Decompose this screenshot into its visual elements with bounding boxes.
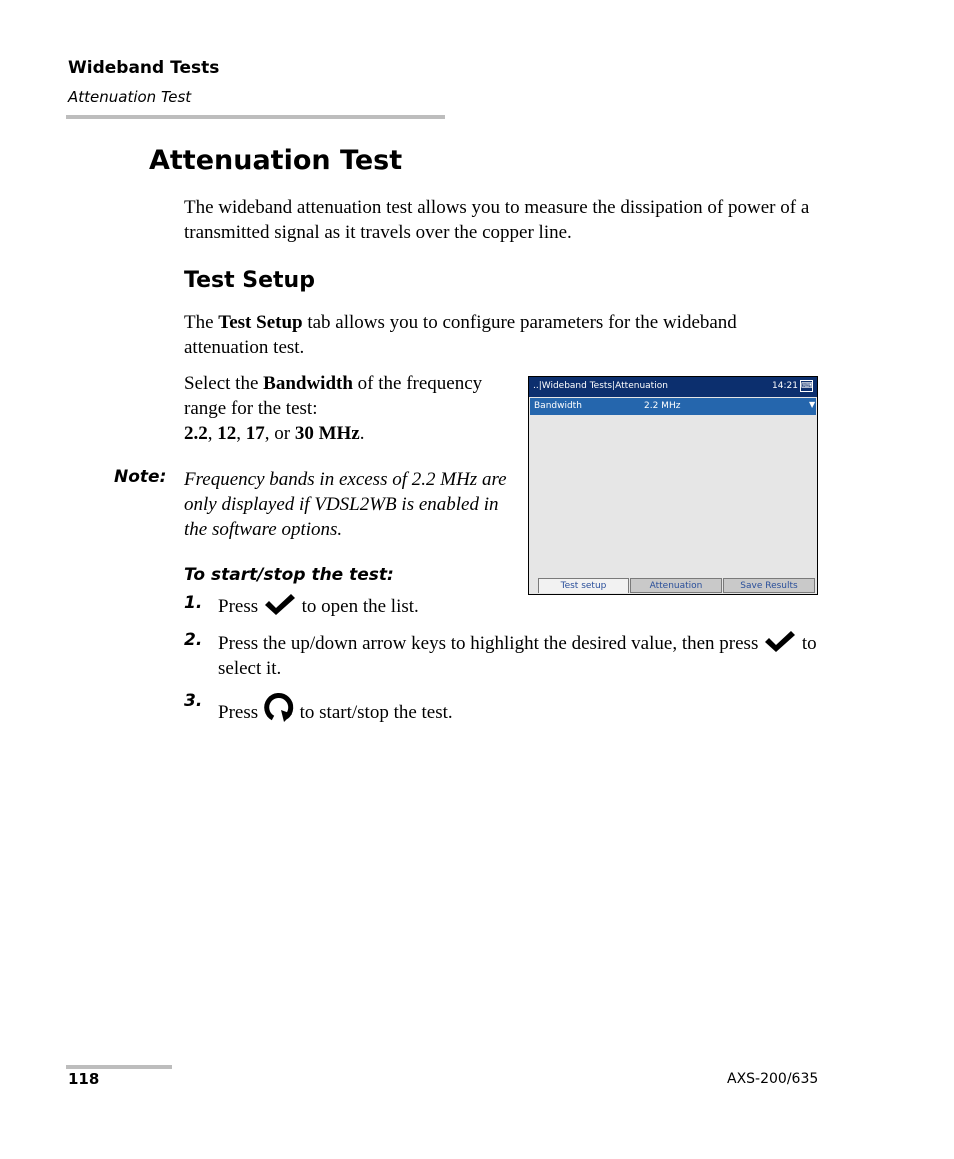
step-number: 3. bbox=[184, 691, 203, 711]
tab-save-results[interactable]: Save Results bbox=[723, 578, 815, 593]
bold-term: Test Setup bbox=[218, 312, 303, 333]
note-text: Frequency bands in excess of 2.2 MHz are only displayed if VDSL2WB is enabled in the software options. bbox=[184, 469, 507, 540]
device-content-area bbox=[530, 415, 816, 578]
text-run: tab allows you to configure parameters for the wideband attenuation test. bbox=[184, 312, 737, 358]
start-stop-icon bbox=[263, 691, 295, 723]
page-number: 118 bbox=[68, 1070, 100, 1088]
bandwidth-value: 17 bbox=[245, 423, 265, 444]
text-run: The bbox=[184, 312, 219, 333]
bandwidth-selector-label: Bandwidth bbox=[534, 401, 582, 411]
text-run: Press bbox=[218, 596, 263, 617]
step-text bbox=[218, 593, 828, 619]
subsection-title: Test Setup bbox=[184, 268, 315, 293]
checkmark-icon bbox=[263, 593, 297, 617]
running-header-chapter: Wideband Tests bbox=[68, 58, 220, 78]
text-run: Select the bbox=[184, 373, 264, 394]
separator: , or bbox=[264, 423, 295, 444]
tab-test-setup[interactable]: Test setup bbox=[538, 578, 629, 593]
keyboard-icon[interactable]: ⌨ bbox=[801, 381, 813, 390]
checkmark-icon bbox=[763, 630, 797, 654]
text-run: Press bbox=[218, 702, 263, 723]
bandwidth-value: 30 MHz bbox=[294, 423, 360, 444]
header-rule bbox=[66, 115, 445, 119]
text-run: of the frequency range for the test: bbox=[184, 373, 483, 419]
bandwidth-value: 2.2 bbox=[184, 423, 208, 444]
note-label: Note: bbox=[114, 467, 167, 487]
bandwidth-value: 12 bbox=[217, 423, 237, 444]
step-number: 1. bbox=[184, 593, 203, 613]
text-run: Press the up/down arrow keys to highlight the desired value, then press bbox=[218, 633, 764, 654]
device-tab-bar bbox=[529, 578, 817, 594]
text-run: to start/stop the test. bbox=[294, 702, 453, 723]
procedure-title: To start/stop the test: bbox=[184, 565, 394, 585]
text-run: to select it. bbox=[218, 633, 817, 679]
product-name: AXS-200/635 bbox=[727, 1071, 819, 1087]
separator: , bbox=[207, 423, 218, 444]
step-text bbox=[218, 630, 828, 681]
step-text bbox=[218, 691, 828, 725]
separator: . bbox=[359, 423, 365, 444]
footer-rule bbox=[66, 1065, 172, 1069]
bandwidth-paragraph bbox=[184, 371, 524, 446]
page-title: Attenuation Test bbox=[149, 145, 403, 176]
device-title: ..|Wideband Tests|Attenuation bbox=[533, 381, 668, 391]
bold-term: Bandwidth bbox=[263, 373, 353, 394]
separator: , bbox=[236, 423, 246, 444]
running-header-section: Attenuation Test bbox=[68, 88, 192, 106]
device-title-bar bbox=[529, 377, 817, 397]
bandwidth-selector-value: 2.2 MHz bbox=[644, 401, 681, 411]
test-setup-paragraph bbox=[184, 310, 824, 360]
tab-attenuation[interactable]: Attenuation bbox=[630, 578, 722, 593]
device-clock: 14:21 bbox=[772, 381, 798, 391]
chevron-down-icon[interactable]: ▼ bbox=[809, 400, 816, 409]
bandwidth-selector[interactable] bbox=[530, 398, 816, 415]
intro-paragraph: The wideband attenuation test allows you to measure the dissipation of power of a transmitted signal as it travels over the copper line. bbox=[184, 197, 810, 243]
text-run: to open the list. bbox=[296, 596, 419, 617]
device-screenshot bbox=[528, 376, 818, 595]
step-number: 2. bbox=[184, 630, 203, 650]
